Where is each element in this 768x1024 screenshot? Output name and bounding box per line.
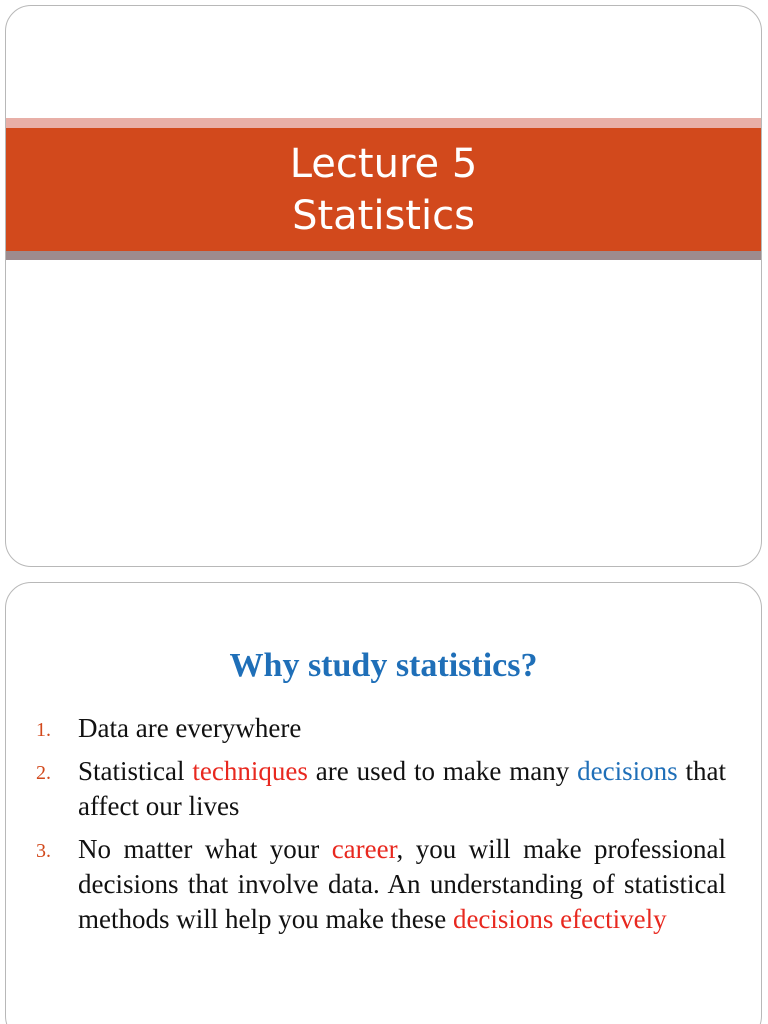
slide-heading: Why study statistics?: [229, 647, 538, 684]
highlight-techniques: techniques: [192, 756, 308, 786]
list-item: [6, 754, 761, 824]
list-number: 1.: [36, 719, 51, 741]
title-band-top-stripe: [6, 118, 761, 128]
list-number: 2.: [36, 762, 51, 784]
slide-title-text: [6, 138, 761, 242]
list-item: [6, 711, 761, 746]
list-text: are used to make many: [307, 756, 578, 786]
list-text: No matter what your: [78, 834, 332, 864]
highlight-career: career: [331, 834, 397, 864]
highlight-decisions: decisions: [577, 756, 678, 786]
list-text: Statistical: [78, 756, 193, 786]
numbered-list: [6, 711, 761, 945]
list-text: that affect our lives: [78, 756, 727, 821]
title-band-bottom-stripe: [6, 251, 761, 260]
title-line-2: Statistics: [292, 193, 475, 239]
list-text: , you will make professional decisions that involve data. An understanding of statistical methods will help you make these: [78, 834, 726, 934]
list-text: Data are everywhere: [78, 713, 302, 743]
slide-content: [5, 582, 762, 1024]
slide-title: [5, 5, 762, 567]
list-number: 3.: [36, 840, 51, 862]
title-line-1: Lecture 5: [289, 141, 478, 187]
highlight-decisions-effectively: decisions efectively: [452, 904, 667, 934]
list-item: [6, 832, 761, 937]
